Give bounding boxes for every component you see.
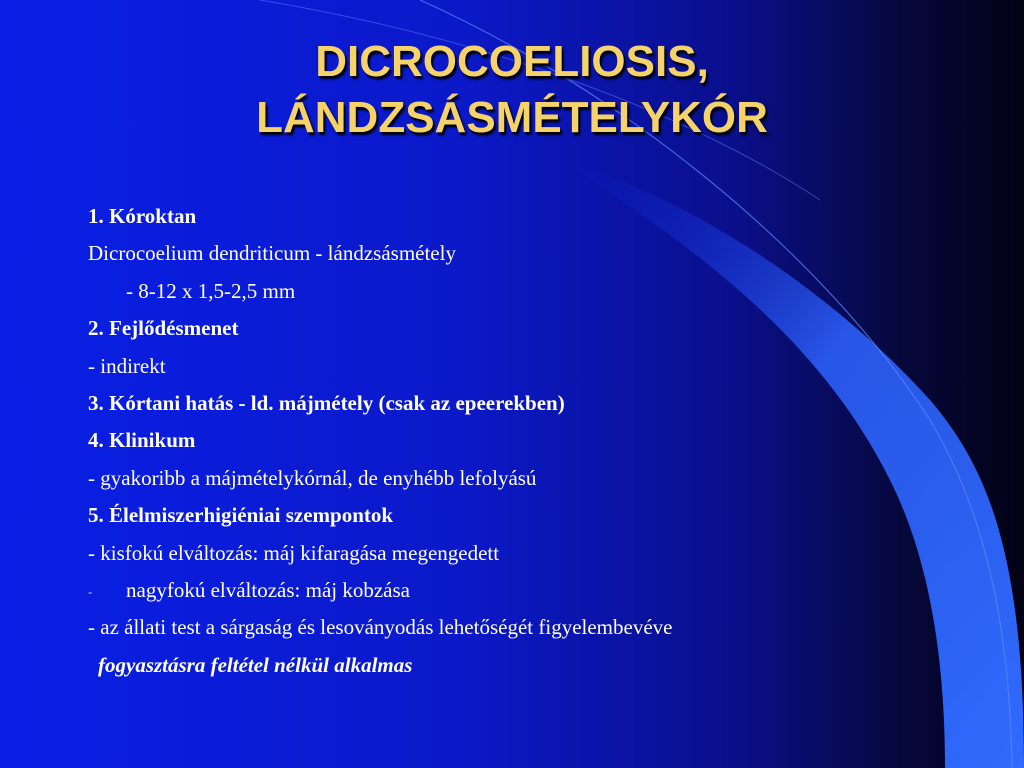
heading-2: 2. Fejlődésmenet [88,316,239,341]
heading-5: 5. Élelmiszerhigiéniai szempontok [88,503,394,528]
slide-body [88,198,948,684]
text-line-content: nagyfokú elváltozás: máj kobzása [126,577,410,602]
text-line-emphasis: fogyasztásra feltétel nélkül alkalmas [98,652,413,677]
text-line [88,572,948,609]
heading-4: 4. Klinikum [88,428,196,453]
bullet-dash: - [88,584,93,600]
title-line-1: DICROCOELIOSIS, [315,37,709,86]
slide-title [0,34,1024,146]
title-line-2: LÁNDZSÁSMÉTELYKÓR [256,93,768,142]
text-line: - gyakoribb a májmételykórnál, de enyhébb lefolyású [88,465,537,490]
text-line: Dicrocoelium dendriticum - lándzsásmétely [88,241,456,266]
heading-3: 3. Kórtani hatás - ld. májmétely (csak az epeerekben) [88,390,565,415]
heading-1: 1. Kóroktan [88,204,197,228]
text-line: - indirekt [88,353,166,378]
text-line: - kisfokú elváltozás: máj kifaragása megengedett [88,540,500,565]
text-line: - 8-12 x 1,5-2,5 mm [126,278,296,303]
text-line: - az állati test a sárgaság és lesoványodás lehetőségét figyelembevéve [88,615,673,640]
